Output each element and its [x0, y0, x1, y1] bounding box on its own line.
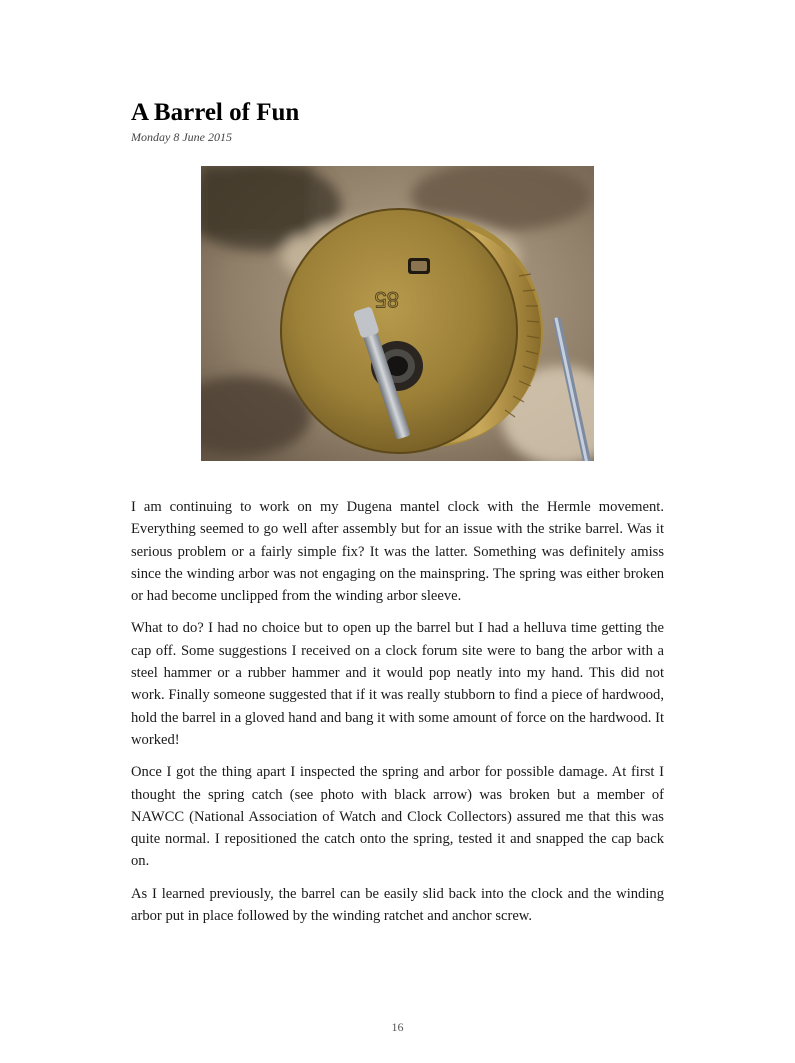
article-title: A Barrel of Fun [131, 99, 300, 126]
paragraph-4: As I learned previously, the barrel can be easily slid back into the clock and the winding arbor put in place followed by the winding ratchet and anchor screw. [131, 885, 664, 925]
paragraph-1: I am continuing to work on my Dugena mantel clock with the Hermle movement. Everything seemed to go well after assembly but for an issue with the strike barrel. Was it serious problem or a fairly simple fix? It was the latter. Something was definitely amiss since the winding arbor was not engaging on the mainspring. The spring was either broken or had become unclipped from the winding arbor sleeve. [131, 499, 664, 605]
clock-barrel-photo [201, 166, 594, 461]
article-date: Monday 8 June 2015 [131, 130, 232, 144]
page-number: 16 [391, 1020, 404, 1034]
paragraph-3: Once I got the thing apart I inspected the spring and arbor for possible damage. At first I thought the spring catch (see photo with black arrow) was broken but a member of NAWCC (National Association of Watch and Clock Collectors) assured me that this was quite normal. I repositioned the catch onto the spring, tested it and snapped the cap back on. [131, 764, 664, 870]
paragraph-2: What to do? I had no choice but to open up the barrel but I had a helluva time getting the cap off. Some suggestions I received on a clock forum site were to bang the arbor with a steel hammer or a rubber hammer and it would pop neatly into my hand. This did not work. Finally someone suggested that if it was really stubborn to find a piece of hardwood, hold the barrel in a gloved hand and bang it with some amount of force on the hardwood. It worked! [131, 620, 664, 748]
stamped-number: 85 [374, 287, 399, 312]
article-body [131, 496, 664, 937]
